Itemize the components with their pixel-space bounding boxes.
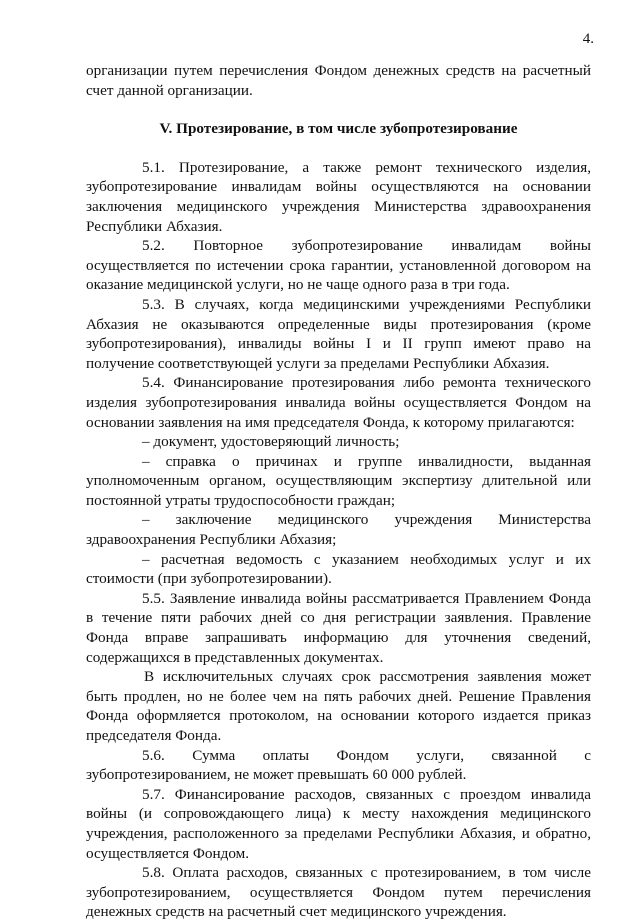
paragraph-5-5: 5.5. Заявление инвалида войны рассматривается Правлением Фонда в течение пяти рабочих дней со дня регистрации заявления. Правление Фонда вправе запрашивать информацию для уточнения сведений, содержащихся в представленных документах. xyxy=(86,589,591,666)
list-item-document: – документ, удостоверяющий личность; xyxy=(142,433,400,451)
paragraph-5-8: 5.8. Оплата расходов, связанных с протезированием, в том числе зубопротезированием, осуществляется Фондом путем перечисления денежных средств на расчетный счет медицинского учреждения. xyxy=(86,864,591,921)
paragraph-5-1: 5.1. Протезирование, а также ремонт технического изделия, зубопротезирование инвалидам войны осуществляются на основании заключения медицинского учреждения Министерства здравоохранения Республики Абхазия. xyxy=(86,158,591,235)
paragraph-5-4: 5.4. Финансирование протезирования либо ремонта технического изделия зубопротезирования инвалида войны осуществляется Фондом на основании заявления на имя председателя Фонда, к которому прилагаются: xyxy=(86,374,591,431)
paragraph-5-2: 5.2. Повторное зубопротезирование инвалидам войны осуществляется по истечении срока гарантии, установленной договором на оказание медицинской услуги, но не чаще одного раза в три года. xyxy=(86,237,591,294)
paragraph-5-7: 5.7. Финансирование расходов, связанных с проездом инвалида войны (и сопровождающего лица) к месту нахождения медицинского учреждения, расположенного за пределами Республики Абхазия, и обратно, осуществляется Фондом. xyxy=(86,785,591,862)
paragraph-exceptional-cases: В исключительных случаях срок рассмотрения заявления может быть продлен, но не более чем на пять рабочих дней. Решение Правления Фонда оформляется протоколом, на основании которого издается приказ председателя Фонда. xyxy=(86,668,591,744)
section-heading: V. Протезирование, в том числе зубопротезирование xyxy=(159,120,518,138)
paragraph-5-6: 5.6. Сумма оплаты Фондом услуги, связанной с зубопротезированием, не может превышать 60 000 рублей. xyxy=(86,746,591,784)
paragraph-5-3: 5.3. В случаях, когда медицинскими учреждениями Республики Абхазия не оказываются определенные виды протезирования (кроме зубопротезирования), инвалиды войны I и II групп имеют право на получение соответствующей услуги за пределами Республики Абхазия. xyxy=(86,295,591,372)
list-item-disability-certificate: – справка о причинах и группе инвалидности, выданная уполномоченным органом, осуществляющим экспертизу длительной или постоянной утраты трудоспособности граждан; xyxy=(86,452,591,509)
list-item-cost-statement: – расчетная ведомость с указанием необходимых услуг и их стоимости (при зубопротезировании). xyxy=(86,550,591,588)
list-item-medical-conclusion: – заключение медицинского учреждения Министерства здравоохранения Республики Абхазия; xyxy=(86,511,591,549)
intro-paragraph: организации путем перечисления Фондом денежных средств на расчетный счет данной организации. xyxy=(86,62,591,99)
document-body xyxy=(86,61,591,922)
page-number: 4. xyxy=(582,31,594,47)
